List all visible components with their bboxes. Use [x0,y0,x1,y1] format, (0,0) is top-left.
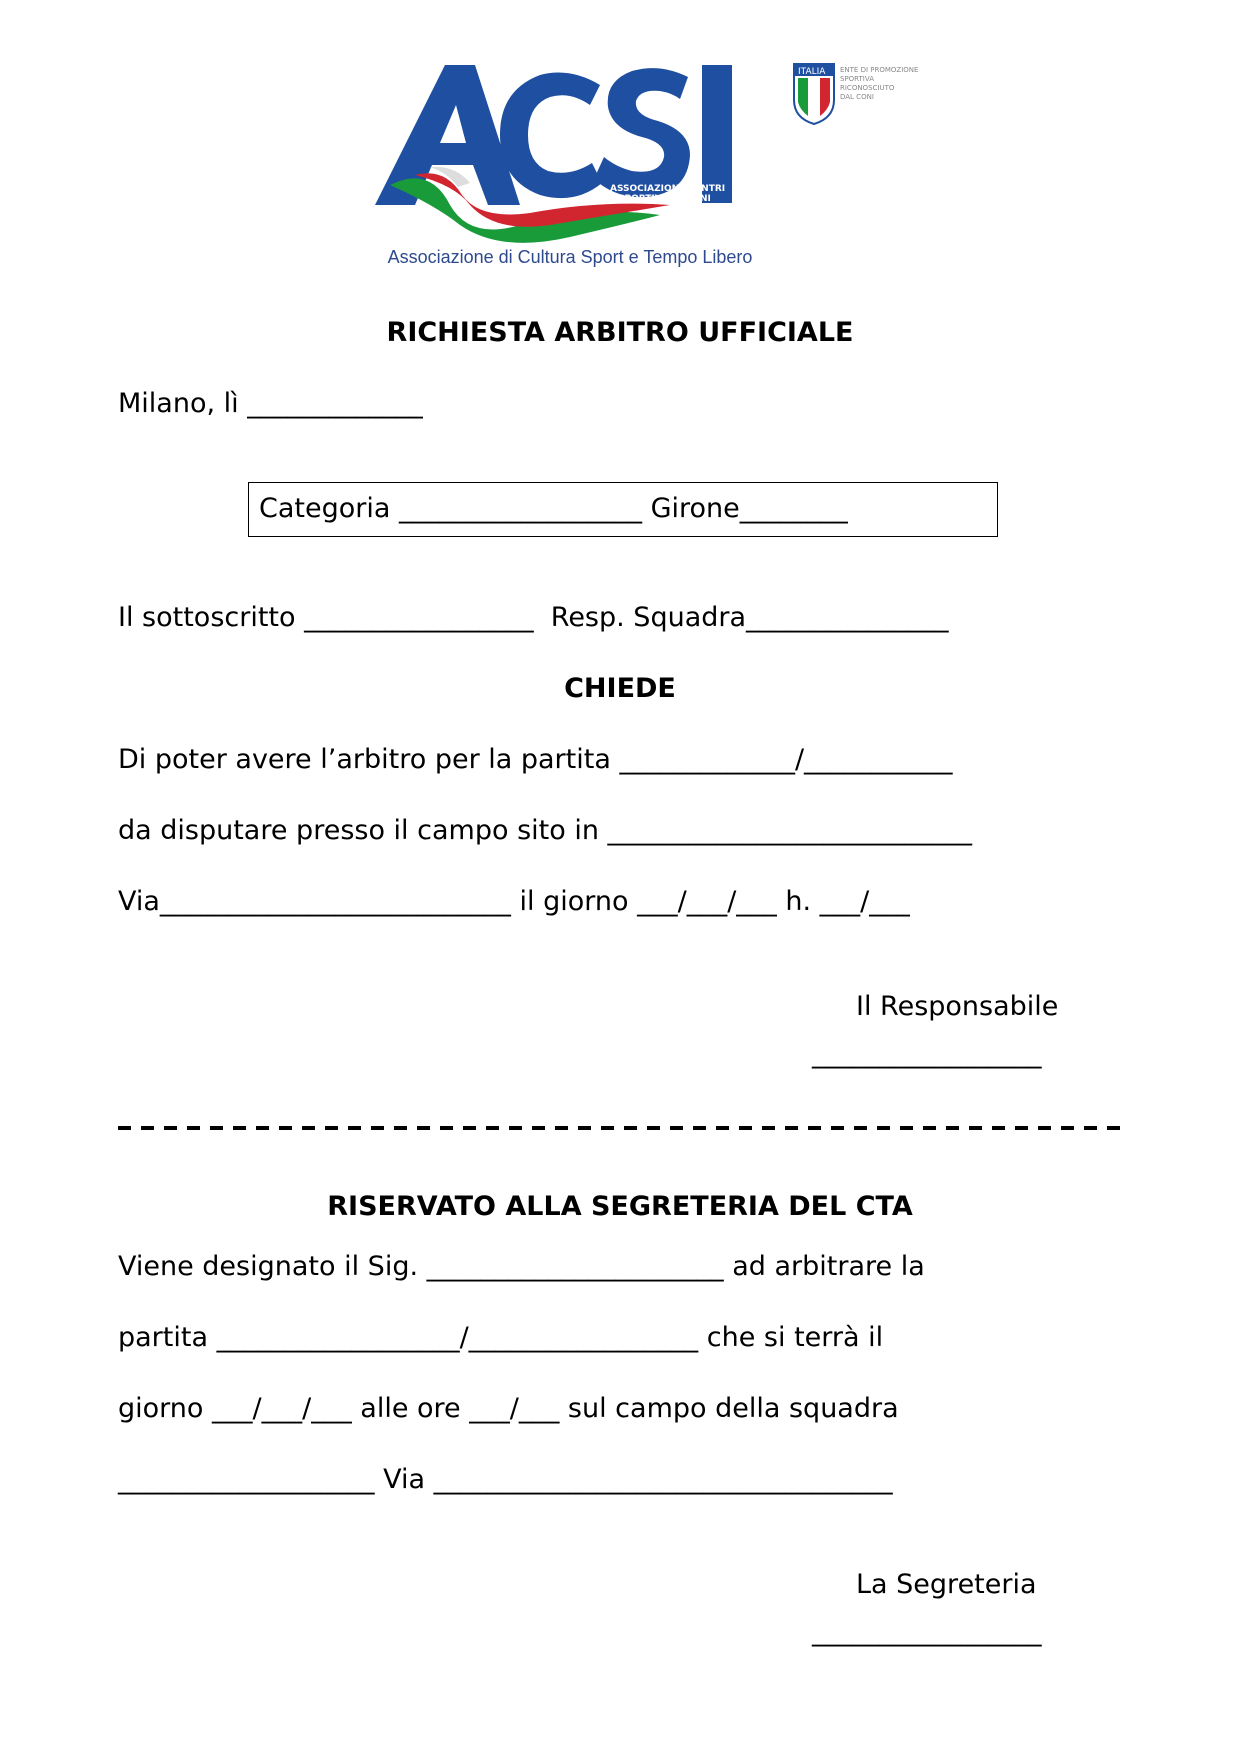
secretariat-label: La Segreteria [856,1569,1037,1600]
match-field[interactable]: Di poter avere l’arbitro per la partita _____________/___________ [118,744,953,775]
document-title: RICHIESTA ARBITRO UFFICIALE [386,317,854,348]
reserved-title: RISERVATO ALLA SEGRETERIA DEL CTA [327,1191,913,1222]
svg-text:RICONOSCIUTO: RICONOSCIUTO [840,84,895,92]
svg-text:SPORTIVA: SPORTIVA [840,75,874,83]
designated-referee-field[interactable]: Viene designato il Sig. ______________________ ad arbitrare la [118,1251,925,1282]
address-date-field[interactable]: Via__________________________ il giorno ___/___/___ h. ___/___ [118,886,910,917]
svg-text:DAL CONI: DAL CONI [840,93,874,101]
coni-badge-label: ITALIA [798,67,826,77]
reserved-match-field[interactable]: partita __________________/_________________ che si terrà il [118,1322,884,1353]
place-date-field[interactable]: Milano, lì _____________ [118,388,423,419]
svg-text:ENTE DI PROMOZIONE: ENTE DI PROMOZIONE [840,66,919,74]
reserved-date-time-field[interactable]: giorno ___/___/___ alle ore ___/___ sul campo della squadra [118,1393,899,1424]
cut-line-separator [118,1126,1130,1130]
logo-tagline: ASSOCIAZIONE CENTRI [610,184,726,194]
responsible-label: Il Responsabile [856,991,1059,1022]
category-group-field[interactable]: Categoria __________________ Girone________ [259,493,848,524]
coni-badge [792,62,942,132]
request-title: CHIEDE [564,673,676,704]
acsi-logo [370,55,770,275]
undersigned-field[interactable]: Il sottoscritto _________________ Resp. Squadra_______________ [118,602,949,633]
secretariat-signature-line[interactable]: _________________ [812,1616,1042,1647]
logo-caption: Associazione di Cultura Sport e Tempo Libero [387,247,753,267]
category-box [248,482,998,537]
svg-text:SPORTIVI ITALIANI: SPORTIVI ITALIANI [618,194,711,204]
reserved-team-address-field[interactable]: ___________________ Via __________________________________ [118,1464,893,1495]
responsible-signature-line[interactable]: _________________ [812,1038,1042,1069]
field-location-field[interactable]: da disputare presso il campo sito in ___________________________ [118,815,973,846]
